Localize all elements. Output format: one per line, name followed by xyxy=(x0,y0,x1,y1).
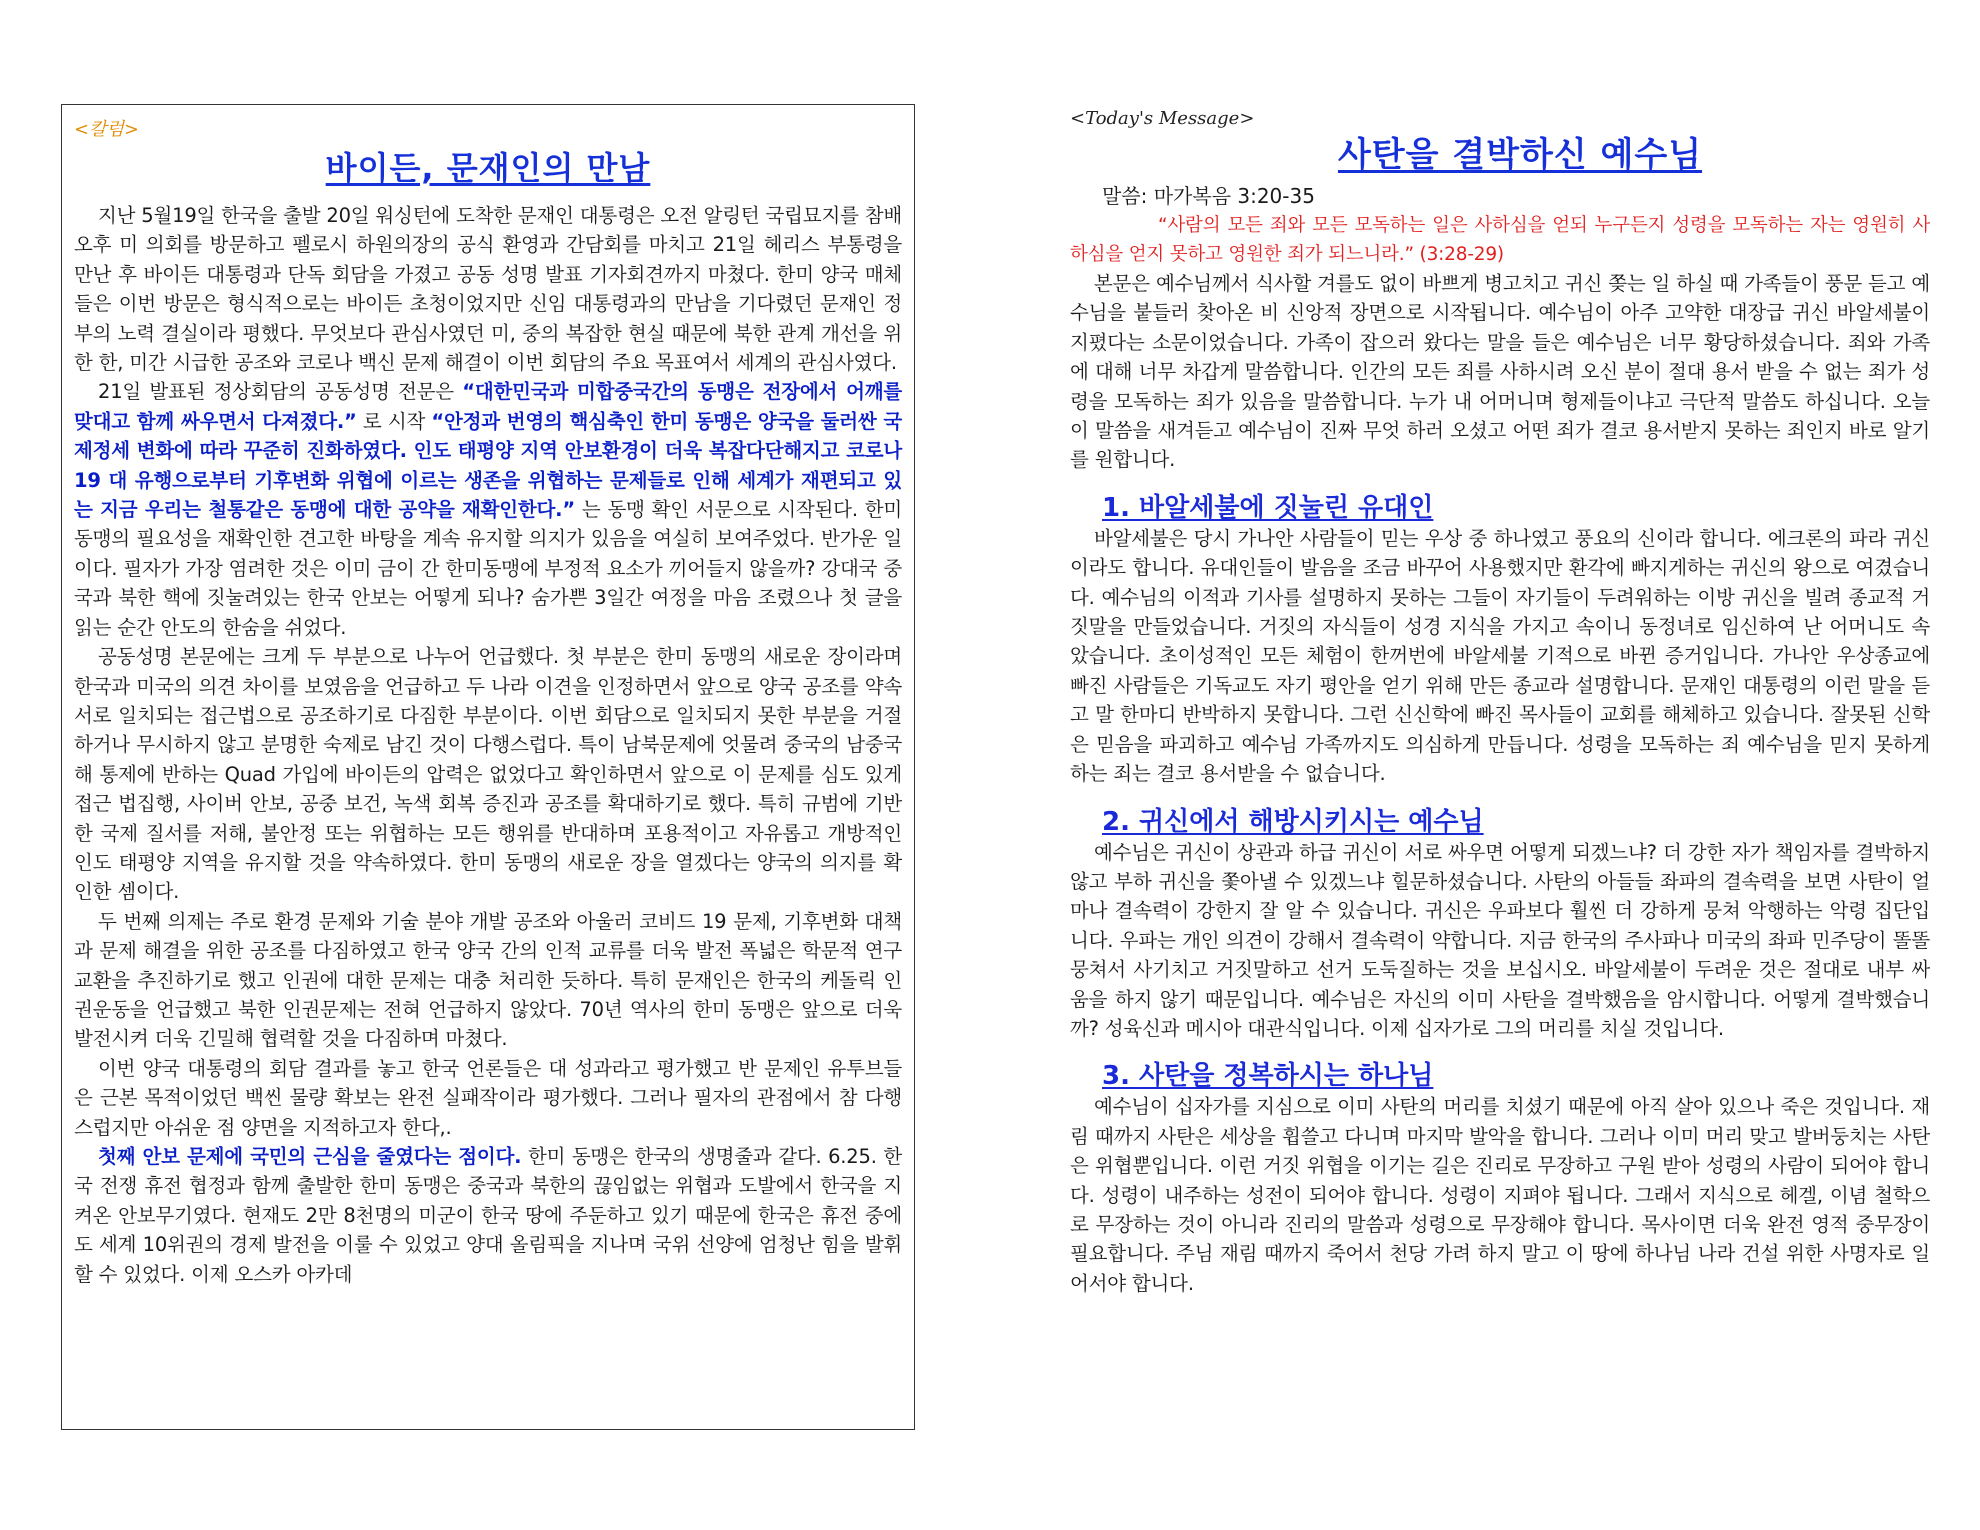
section-body-3: 예수님이 십자가를 지심으로 이미 사탄의 머리를 치셨기 때문에 아직 살아 있으나 죽은 것입니다. 재림 때까지 사탄은 세상을 휩쓸고 다니며 마지막 발악을 합니다. 그러나 이미 머리 맞고 발버둥치는 사탄은 위협뿐입니다. 이런 거짓 위협을 이기는 길은 진리로 무장하고 구원 받아 성령의 사람이 되어야 합니다. 성령이 내주하는 성전이 되어야 합니다. 성령이 지펴야 됩니다. 그래서 지식으로 헤겔, 이념 철학으로 무장하는 것이 아니라 진리의 말씀과 성령으로 무장해야 합니다. 목사이면 더욱 완전 영적 중무장이 필요합니다. 주님 재림 때까지 죽어서 천당 가려 하지 말고 이 땅에 하나님 나라 건설 위한 사명자로 일어서야 합니다. xyxy=(1070,1095,1930,1295)
paragraph-text: 로 시작 xyxy=(356,409,432,433)
section-heading-2: 2. 귀신에서 해방시키시는 예수님 xyxy=(1102,806,1484,837)
column-paragraph-2 xyxy=(74,377,902,642)
section-body-1: 바알세불은 당시 가나안 사람들이 믿는 우상 중 하나였고 풍요의 신이라 합니다. 에크론의 파라 귀신이라도 합니다. 유대인들이 발음을 조금 바꾸어 사용했지만 환각에 빠지게하는 귀신의 왕으로 여겼습니다. 예수님의 이적과 기사를 설명하지 못하는 그들이 자기들이 두려워하는 이방 귀신을 빌려 종교적 거짓말을 만들었습니다. 거짓의 자식들이 성경 지식을 가지고 속이니 동정녀로 임신하여 난 어머니도 속았습니다. 초이성적인 모든 체험이 한꺼번에 바알세불 기적으로 바뀐 증거입니다. 가나안 우상종교에 빠진 사람들은 기독교도 자기 평안을 얻기 위해 만든 종교라 설명합니다. 문재인 대통령의 이런 말을 듣고 말 한마디 반박하지 못합니다. 그런 신신학에 빠진 목사들이 교회를 해체하고 있습니다. 잘못된 신학은 믿음을 파괴하고 예수님 가족까지도 의심하게 만듭니다. 성령을 모독하는 죄 예수님을 믿지 못하게 하는 죄는 결코 용서받을 수 없습니다. xyxy=(1070,526,1930,786)
section-body-2: 예수님은 귀신이 상관과 하급 귀신이 서로 싸우면 어떻게 되겠느냐? 더 강한 자가 책임자를 결박하지 않고 부하 귀신을 쫓아낼 수 있겠느냐 힐문하셨습니다. 사탄의 아들들 좌파의 결속력을 보면 사탄이 얼마나 결속력이 강한지 잘 알 수 있습니다. 귀신은 우파보다 훨씬 더 강하게 뭉쳐 악행하는 악령 집단입니다. 우파는 개인 의견이 강해서 결속력이 약합니다. 지금 한국의 주사파나 미국의 좌파 민주당이 똘똘 뭉쳐서 사기치고 거짓말하고 선거 도둑질하는 것을 보십시오. 바알세불이 두려운 것은 절대로 내부 싸움을 하지 않기 때문입니다. 예수님은 자신의 이미 사탄을 결박했음을 암시합니다. 어떻게 결박했습니까? 성육신과 메시아 대관식입니다. 이제 십자가로 그의 머리를 치실 것입니다. xyxy=(1070,840,1930,1040)
todays-message xyxy=(1070,104,1930,1434)
message-tag: <Today's Message> xyxy=(1070,108,1255,129)
paragraph-text: 21일 발표된 정상회담의 공동성명 전문은 xyxy=(98,380,463,404)
column-paragraph-3: 공동성명 본문에는 크게 두 부분으로 나누어 언급했다. 첫 부분은 한미 동맹의 새로운 장이라며 한국과 미국의 의견 차이를 보였음을 언급하고 두 나라 이견을 인정하면서 앞으로 양국 공조를 약속 서로 일치되는 접근법으로 공조하기로 다짐한 부분이다. 이번 회담으로 일치되지 못한 부분을 거절하거나 무시하지 않고 분명한 숙제로 남긴 것이 다행스럽다. 특이 남북문제에 엇물려 중국의 남중국해 통제에 반하는 Quad 가입에 바이든의 압력은 없었다고 확인하면서 앞으로 이 문제를 심도 있게 접근 법집행, 사이버 안보, 공중 보건, 녹색 회복 증진과 공조를 확대하기로 했다. 특히 규범에 기반한 국제 질서를 저해, 불안정 또는 위협하는 모든 행위를 반대하며 포용적이고 자유롭고 개방적인 인도 태평양 지역을 유지할 것을 약속하였다. 한미 동맹의 새로운 장을 열겠다는 양국의 의지를 확인한 셈이다. xyxy=(74,645,902,904)
section-heading-3: 3. 사탄을 정복하시는 하나님 xyxy=(1102,1061,1434,1092)
column-paragraph-4: 두 번째 의제는 주로 환경 문제와 기술 분야 개발 공조와 아울러 코비드 19 문제, 기후변화 대책과 문제 해결을 위한 공조를 다짐하였고 한국 양국 간의 인적 교류를 더욱 발전 폭넓은 학문적 연구 교환을 추진하기로 했고 인권에 대한 문제는 대충 처리한 듯하다. 특히 문재인은 한국의 케돌릭 인권운동을 언급했고 북한 인권문제는 전혀 언급하지 않았다. 70년 역사의 한미 동맹은 앞으로 더욱 발전시켜 더욱 긴밀해 협력할 것을 다짐하며 마쳤다. xyxy=(74,909,902,1051)
message-title: 사탄을 결박하신 예수님 xyxy=(1337,135,1703,175)
column-paragraph-5: 이번 양국 대통령의 회담 결과를 놓고 한국 언론들은 대 성과라고 평가했고 반 문제인 유투브들은 근본 목적이었던 백씬 물량 확보는 완전 실패작이라 평가했다. 그러나 필자의 관점에서 참 다행스럽지만 아쉬운 점 양면을 지적하고자 한다,. xyxy=(74,1056,902,1139)
emphasis-quote: “대한민국과 미합중국간의 동맹은 전장에서 어깨를 맞대고 함께 싸우면서 다져졌다.” xyxy=(74,380,902,433)
emphasis-sentence: 첫째 안보 문제에 국민의 근심을 줄였다는 점이다. xyxy=(98,1145,522,1168)
paragraph-text: 한미 동맹은 한국의 생명줄과 같다. 6.25. 한국 전쟁 휴전 협정과 함께 출발한 한미 동맹은 중국과 북한의 끊임없는 위협과 도발에서 한국을 지켜온 안보무기였다. 현재도 2만 8천명의 미군이 한국 땅에 주둔하고 있기 때문에 한국은 휴전 중에도 세계 10위권의 경제 발전을 이룰 수 있었고 양대 올림픽을 지나며 국위 선양에 엄청난 힘을 발휘할 수 있었다. 이제 오스카 아카데 xyxy=(74,1145,902,1286)
column-article xyxy=(61,104,915,1430)
column-paragraph-1: 지난 5월19일 한국을 출발 20일 워싱턴에 도착한 문재인 대통령은 오전 알링턴 국립묘지를 참배 오후 미 의회를 방문하고 펠로시 하원의장의 공식 환영과 간담회를 마치고 21일 헤리스 부통령을 만난 후 바이든 대통령과 단독 회담을 가졌고 공동 성명 발표 기자회견까지 마쳤다. 한미 양국 매체들은 이번 방문은 형식적으로는 바이든 초청이었지만 신임 대통령과의 만남을 기다렸던 문재인 정부의 노력 결실이라 평했다. 무엇보다 관심사였던 미, 중의 복잡한 현실 때문에 북한 관계 개선을 위한 한, 미간 시급한 공조와 코로나 백신 문제 해결이 이번 회담의 주요 목표여서 세계의 관심사였다. xyxy=(74,204,902,375)
scripture-reference: 말씀: 마가복음 3:20-35 xyxy=(1102,184,1315,208)
scripture-quote: “사람의 모든 죄와 모든 모독하는 일은 사하심을 얻되 누구든지 성령을 모독하는 자는 영원히 사하심을 얻지 못하고 영원한 죄가 되느니라.” (3:28-29) xyxy=(1070,215,1930,265)
column-paragraph-6 xyxy=(74,1142,902,1289)
message-intro: 본문은 예수님께서 식사할 겨를도 없이 바쁘게 병고치고 귀신 쫒는 일 하실 때 가족들이 풍문 듣고 예수님을 붙들러 찾아온 비 신앙적 장면으로 시작됩니다. 예수님이 아주 고약한 대장급 귀신 바알세불이 지폈다는 소문이었습니다. 가족이 잡으러 왔다는 말을 들은 예수님은 너무 황당하셨습니다. 죄와 가족에 대해 너무 차갑게 말씀합니다. 인간의 모든 죄를 사하시려 오신 분이 절대 용서 받을 수 없는 죄가 성령을 모독하는 죄가 있음을 말씀합니다. 누가 내 어머니며 형제들이냐고 극단적 말씀도 하십니다. 오늘 이 말씀을 새겨듣고 예수님이 진짜 무엇 하러 오셨고 어떤 죄가 결코 용서받지 못하는 죄인지 바로 알기를 원합니다. xyxy=(1070,272,1930,472)
emphasis-quote: “안정과 번영의 핵심축인 한미 동맹은 양국을 둘러싼 국제정세 변화에 따라 꾸준히 진화하였다. 인도 태평양 지역 안보환경이 더욱 복잡다단해지고 코로나 19 대 유행으로부터 기후변화 위협에 이르는 생존을 위협하는 문제들로 인해 세계가 재편되고 있는 지금 우리는 철통같은 동맹에 대한 공약을 재확인한다.” xyxy=(74,409,902,522)
column-tag: <칼럼> xyxy=(74,119,139,140)
paragraph-text: 는 동맹 확인 서문으로 시작된다. 한미 동맹의 필요성을 재확인한 견고한 바탕을 계속 유지할 의지가 있음을 여실히 보여주었다. 반가운 일이다. 필자가 가장 염려한 것은 이미 금이 간 한미동맹에 부정적 요소가 끼어들지 않을까? 강대국 중국과 북한 핵에 짓눌려있는 한국 안보는 어떻게 되나? 숨가쁜 3일간 여정을 마음 조렸으나 첫 글을 읽는 순간 안도의 한숨을 쉬었다. xyxy=(74,498,902,639)
column-title: 바이든, 문재인의 만남 xyxy=(325,149,651,187)
section-heading-1: 1. 바알세불에 짓눌린 유대인 xyxy=(1102,492,1434,523)
